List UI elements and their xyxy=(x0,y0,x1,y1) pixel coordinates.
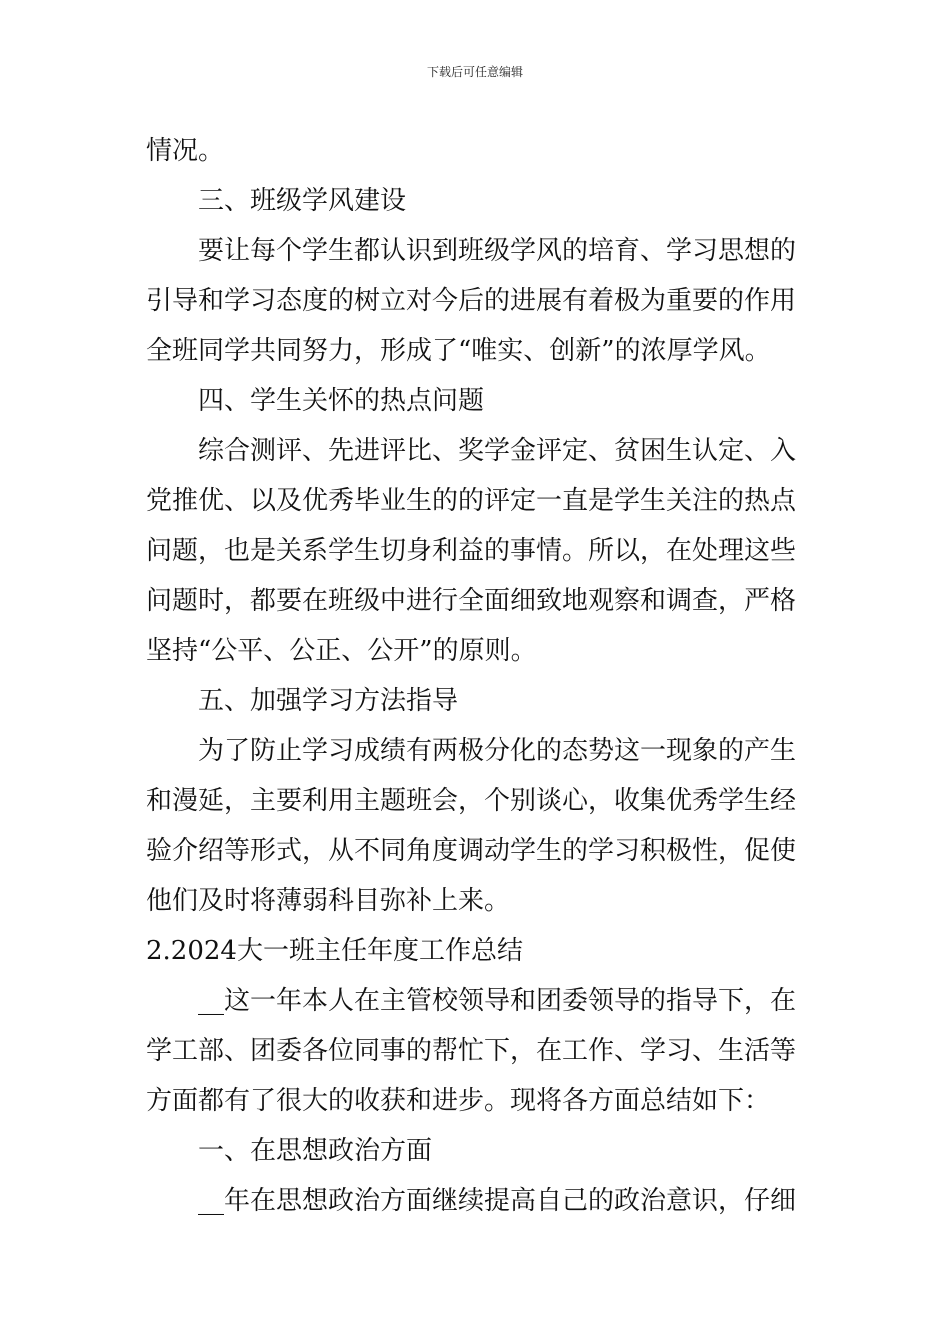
text-line: 要让每个学生都认识到班级学风的培育、学习思想的 xyxy=(198,236,797,266)
text-line: 和漫延，主要利用主题班会，个别谈心，收集优秀学生经 xyxy=(146,786,797,816)
text-line: 验介绍等形式，从不同角度调动学生的学习积极性，促使 xyxy=(146,836,797,866)
text-line: 五、加强学习方法指导 xyxy=(198,686,459,716)
text-line: 问题时，都要在班级中进行全面细致地观察和调查，严格 xyxy=(146,586,797,616)
document-body xyxy=(146,126,808,1226)
text-line: 情况。 xyxy=(146,136,225,166)
text-line: 引导和学习态度的树立对今后的进展有着极为重要的作用 xyxy=(146,286,797,316)
text-line: 党推优、以及优秀毕业生的的评定一直是学生关注的热点 xyxy=(146,486,797,516)
section-title: 2.2024大一班主任年度工作总结 xyxy=(146,936,523,966)
text-line: 综合测评、先进评比、奖学金评定、贫困生认定、入 xyxy=(198,436,797,466)
text-line: __这一年本人在主管校领导和团委领导的指导下，在 xyxy=(198,986,797,1016)
text-line: 问题，也是关系学生切身利益的事情。所以，在处理这些 xyxy=(146,536,797,566)
text-line: 三、班级学风建设 xyxy=(198,186,407,216)
text-line: 方面都有了很大的收获和进步。现将各方面总结如下： xyxy=(146,1086,771,1116)
text-line: 为了防止学习成绩有两极分化的态势这一现象的产生 xyxy=(198,736,797,766)
text-line: 坚持“公平、公正、公开”的原则。 xyxy=(146,636,537,666)
text-line: 学工部、团委各位同事的帮忙下，在工作、学习、生活等 xyxy=(146,1036,797,1066)
page-header: 下载后可任意编辑 xyxy=(426,65,523,79)
text-line: 他们及时将薄弱科目弥补上来。 xyxy=(146,886,511,916)
text-line: 一、在思想政治方面 xyxy=(198,1136,433,1166)
text-line: __年在思想政治方面继续提高自己的政治意识，仔细 xyxy=(198,1186,797,1216)
text-line: 全班同学共同努力，形成了“唯实、创新”的浓厚学风。 xyxy=(146,336,771,366)
text-line: 四、学生关怀的热点问题 xyxy=(198,386,485,416)
